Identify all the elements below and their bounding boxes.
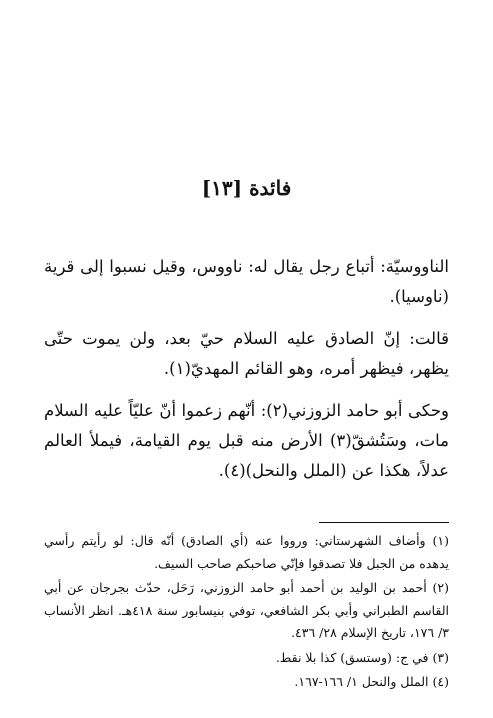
footnote-3: (٣) في ج: (وستسق) كذا بلا نقط. [275, 649, 449, 665]
section-title: فائدة [١٣] [201, 176, 292, 200]
main-text [44, 252, 449, 498]
footnotes [44, 530, 449, 696]
paragraph-2: قالت: إنّ الصادق عليه السلام حيّ بعد، ولن يموت حتّى يظهر، فيظهر أمره، وهو القائم المهديّ(١). [44, 329, 449, 378]
footnote-1: (١) وأضاف الشهرستاني: ورووا عنه (أي الصادق) أنّه قال: لو رأيتم رأسي يدهده من الجبل فلا تصدقوا فإنّي صاحبكم صاحب السيف. [44, 533, 449, 571]
footnote-4: (٤) الملل والنحل ١/ ١٦٦-١٦٧. [294, 674, 449, 689]
paragraph-1: الناووسيّة: أتباع رجل يقال له: ناووس، وقيل نسبوا إلى قرية (ناوسيا). [44, 257, 449, 306]
footnote-2: (٢) أحمد بن الوليد بن أحمد أبو حامد الزوزني، رَحَل، حدّث بجرجان عن أبي القاسم الطبراني وأبي بكر الشافعي، توفي بنيسابور سنة ٤١٨هـ. انظر الأنساب ٣/ ١٧٦، تاريخ الإسلام ٢٨/ ٤٣٦. [44, 580, 449, 640]
paragraph-3: وحكى أبو حامد الزوزني(٢): أنّهم زعموا أنّ عليّاً عليه السلام مات، وسَتُشقّ(٣) الأرض منه قبل يوم القيامة، فيملأ العالم عدلاً، هكذا عن (الملل والنحل)(٤). [44, 401, 449, 480]
footnote-separator [319, 522, 449, 523]
